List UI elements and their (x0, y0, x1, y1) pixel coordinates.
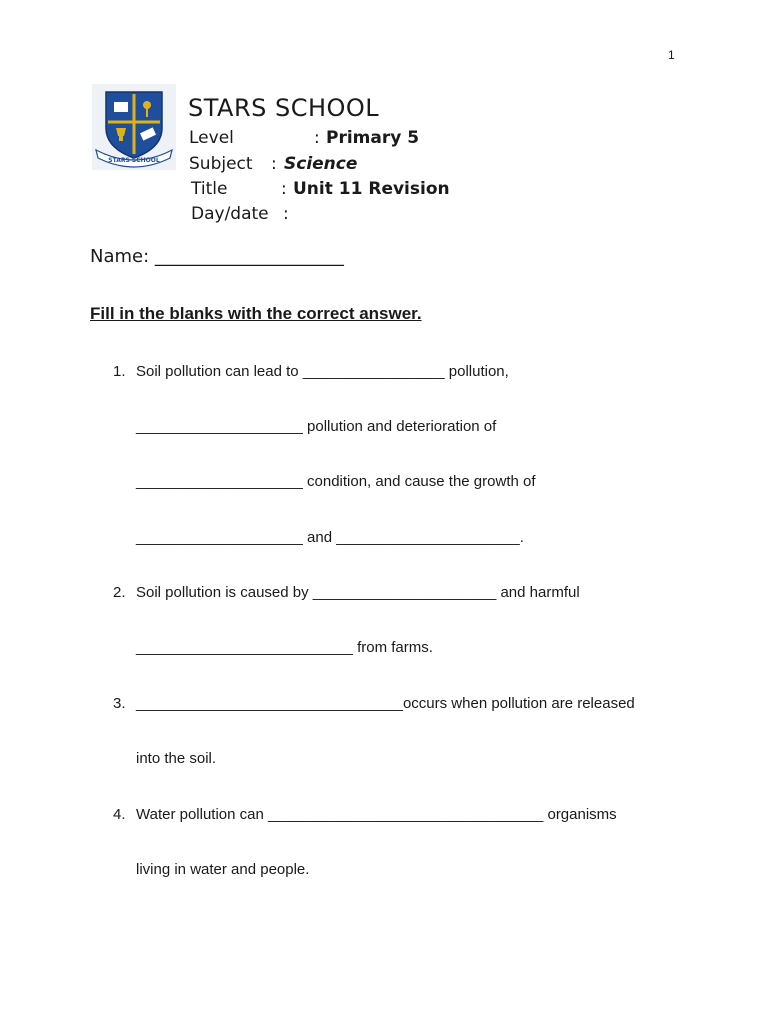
subject-label: Subject (189, 154, 253, 174)
question-2-number: 2. (113, 584, 126, 601)
question-1-line-2: ____________________ pollution and deterioration of (136, 418, 497, 435)
question-3-line-2: into the soil. (136, 750, 217, 767)
question-1-line-4: ____________________ and ______________________. (136, 529, 524, 546)
level-label: Level (189, 128, 234, 148)
level-value: Primary 5 (326, 128, 420, 148)
question-4-line-2: living in water and people. (136, 861, 310, 878)
instruction-heading: Fill in the blanks with the correct answer. (90, 304, 422, 323)
page-number: 1 (668, 48, 675, 62)
title-label: Title (191, 179, 228, 199)
name-field: Name: _____________________ (90, 246, 344, 267)
school-name: STARS SCHOOL (188, 94, 380, 122)
subject-colon: : (271, 154, 277, 174)
title-colon: : (281, 179, 287, 199)
subject-row (189, 154, 358, 176)
book-icon (114, 102, 128, 112)
question-3-line-1: ________________________________occurs when pollution are released (136, 695, 635, 712)
crest-ribbon-text: STARS SCHOOL (108, 157, 160, 164)
question-2-line-2: __________________________ from farms. (136, 639, 433, 656)
question-1-number: 1. (113, 363, 126, 380)
question-1-line-1: Soil pollution can lead to _________________ pollution, (136, 363, 509, 380)
question-3-number: 3. (113, 695, 126, 712)
level-colon: : (314, 128, 320, 148)
date-colon: : (283, 204, 289, 224)
date-row (191, 204, 289, 226)
level-row (189, 128, 420, 150)
subject-value: Science (284, 154, 358, 174)
title-row (191, 179, 450, 201)
question-4-number: 4. (113, 806, 126, 823)
question-2-line-1: Soil pollution is caused by ______________________ and harmful (136, 584, 580, 601)
title-value: Unit 11 Revision (293, 179, 450, 199)
question-4-line-1: Water pollution can _________________________________ organisms (136, 806, 617, 823)
key-icon (143, 101, 151, 109)
question-1-line-3: ____________________ condition, and cause the growth of (136, 473, 536, 490)
school-crest-logo (92, 84, 176, 170)
date-label: Day/date (191, 204, 269, 224)
